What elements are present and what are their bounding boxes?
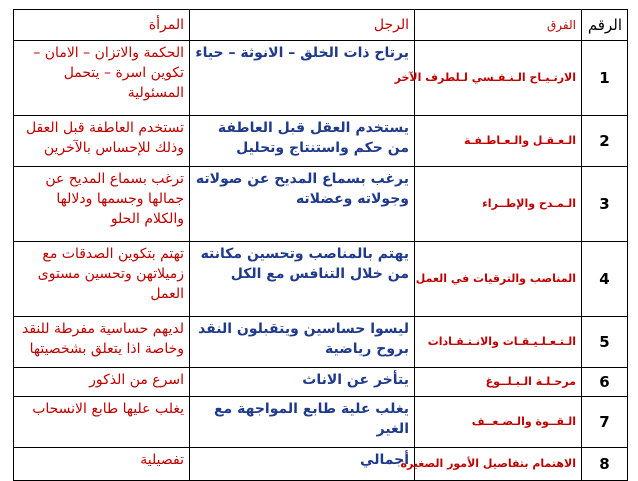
table-row: [14, 242, 628, 317]
row-man: يرتاح ذات الخلق – الانوثة – حياء: [190, 41, 415, 116]
row-difference: الـقــوة والـضـعــف: [415, 397, 582, 448]
row-man: يهتم بالمناصب وتحسين مكانته من خلال التنافس مع الكل: [190, 242, 415, 317]
row-woman: تهتم بتكوين الصدقات مع زميلاتهن وتحسين مستوى العمل: [14, 242, 190, 317]
row-number: 6: [582, 368, 628, 397]
table-row: [14, 368, 628, 397]
table-row: [14, 41, 628, 116]
table-row: [14, 397, 628, 448]
comparison-table-wrapper: [13, 9, 627, 481]
row-woman: لديهم حساسية مفرطة للنقد وخاصة اذا يتعلق بشخصيتها: [14, 317, 190, 368]
row-woman: تستخدم العاطفة قبل العقل وذلك للإحساس بالآخرين: [14, 116, 190, 167]
row-difference: الـعـقـل والـعـاطـفـة: [415, 116, 582, 167]
row-number: 5: [582, 317, 628, 368]
row-woman: اسرع من الذكور: [14, 368, 190, 397]
row-difference: الارتـيـاح الـنـفـسي لـلطرف الآخر: [415, 41, 582, 116]
row-woman: يغلب عليها طابع الانسحاب: [14, 397, 190, 448]
table-row: [14, 116, 628, 167]
table-header-row: [14, 10, 628, 41]
row-woman: تفصيلية: [14, 448, 190, 481]
row-man: أجمالي: [190, 448, 415, 481]
table-row: [14, 167, 628, 242]
row-difference: الـمـدح والإطــراء: [415, 167, 582, 242]
row-woman: الحكمة والاتزان – الامان – تكوين اسرة – يتحمل المسئولية: [14, 41, 190, 116]
header-number: الرقم: [582, 10, 628, 41]
row-difference: الاهتمام بتفاصيل الأمور الصغيرة: [415, 448, 582, 481]
row-number: 2: [582, 116, 628, 167]
row-man: يتأخر عن الاناث: [190, 368, 415, 397]
table-row: [14, 448, 628, 481]
table-row: [14, 317, 628, 368]
header-difference: الفرق: [415, 10, 582, 41]
row-number: 7: [582, 397, 628, 448]
row-man: ليسوا حساسين ويتقبلون النقد بروح رياضية: [190, 317, 415, 368]
header-man: الرجل: [190, 10, 415, 41]
row-difference: الـتـعـلـيـقـات والانـتـقـادات: [415, 317, 582, 368]
row-difference: مرحـلـة الـبـلــوغ: [415, 368, 582, 397]
row-man: يغلب علية طابع المواجهة مع الغير: [190, 397, 415, 448]
row-man: يرغب بسماع المديح عن صولاته وجولاته وعضلاته: [190, 167, 415, 242]
row-number: 1: [582, 41, 628, 116]
row-woman: ترغب بسماع المديح عن جمالها وجسمها ودلالها والكلام الحلو: [14, 167, 190, 242]
row-number: 3: [582, 167, 628, 242]
row-difference: المناصب والترقيات في العمل: [415, 242, 582, 317]
row-man: يستخدم العقل قبل العاطفة من حكم واستنتاج وتحليل: [190, 116, 415, 167]
comparison-table: [13, 9, 628, 481]
row-number: 4: [582, 242, 628, 317]
row-number: 8: [582, 448, 628, 481]
header-woman: المرأة: [14, 10, 190, 41]
